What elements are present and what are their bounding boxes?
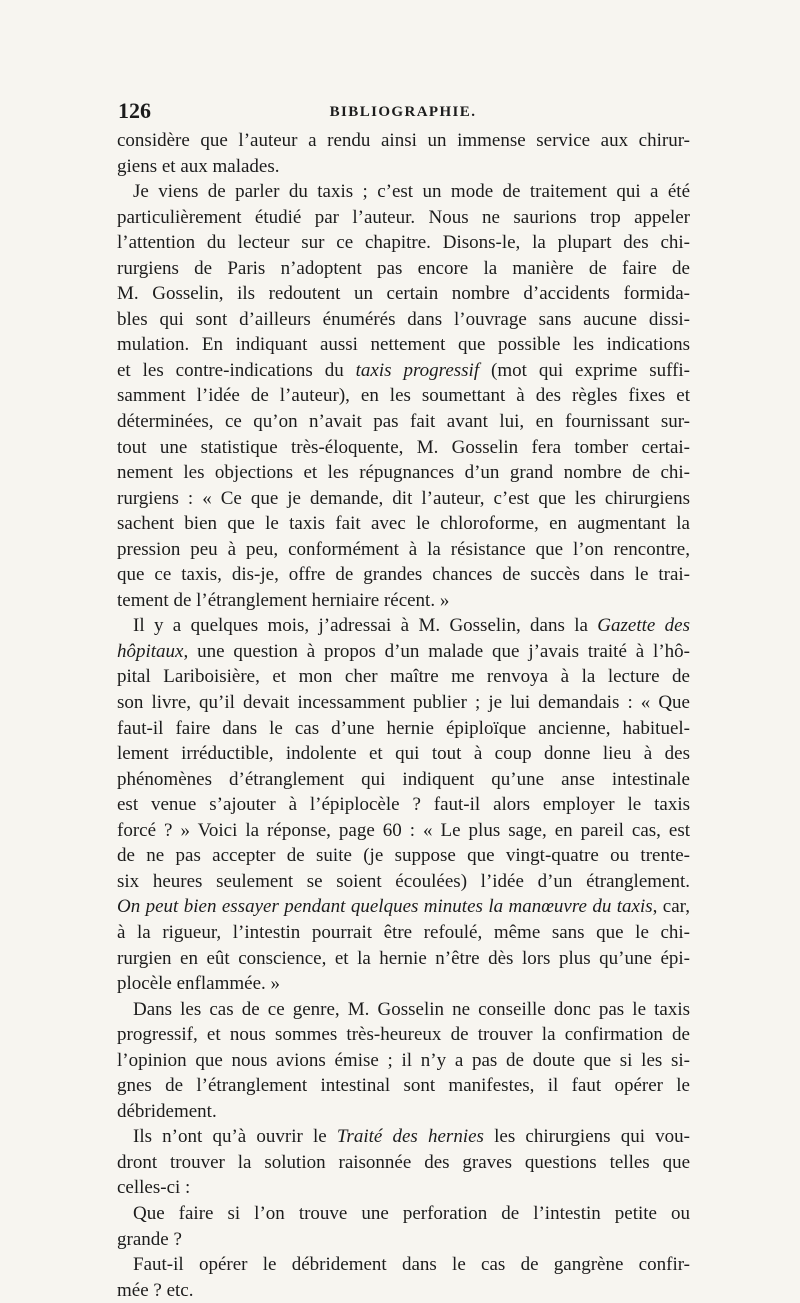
page-header <box>118 98 688 124</box>
text-line: progressif, et nous sommes très-heureux de trouver la confirmation de <box>117 1024 690 1046</box>
text-line: tement de l’étranglement herniaire récent. » <box>117 589 450 611</box>
text-line: l’attention du lecteur sur ce chapitre. Disons-le, la plupart des chi- <box>117 232 690 254</box>
page-number: 126 <box>118 98 151 123</box>
text-line: considère que l’auteur a rendu ainsi un immense service aux chirur- <box>117 130 690 151</box>
text-line: que ce taxis, dis-je, offre de grandes chances de succès dans le trai- <box>117 564 690 586</box>
text-line: six heures seulement se soient écoulées) l’idée d’un étranglement. <box>117 870 690 892</box>
text-line <box>117 894 690 920</box>
text-line: pression peu à peu, conformément à la résistance que l’on rencontre, <box>117 538 690 560</box>
text-line: plocèle enflammée. » <box>117 973 281 995</box>
text-line: à la rigueur, l’intestin pourrait être refoulé, même sans que le chi- <box>117 921 690 943</box>
text-run: (mot qui exprime suffi- <box>479 359 691 381</box>
italic-text: On peut bien essayer pendant quelques minutes la manœuvre du taxis <box>117 896 653 918</box>
text-line: est venue s’ajouter à l’épiplocèle ? faut-il alors employer le taxis <box>117 794 690 816</box>
text-line: déterminées, ce qu’on n’avait pas fait avant lui, en fournissant sur- <box>117 411 690 433</box>
text-run: , une question à propos d’un malade que j’avais traité à l’hô- <box>183 640 690 662</box>
text-line: dront trouver la solution raisonnée des graves questions telles que <box>117 1151 690 1173</box>
text-line: mulation. En indiquant aussi nettement que possible les indications <box>117 334 690 356</box>
text-line: Je viens de parler du taxis ; c’est un mode de traitement qui a été <box>133 181 690 203</box>
text-line: faut-il faire dans le cas d’une hernie épiploïque ancienne, habituel- <box>117 717 690 739</box>
text-run: Ils n’ont qu’à ouvrir le <box>133 1126 337 1148</box>
text-run: Il y a quelques mois, j’adressai à M. Gosselin, dans la <box>133 615 598 637</box>
text-line <box>117 1124 690 1150</box>
text-line: pital Lariboisière, et mon cher maître me renvoya à la lecture de <box>117 666 690 688</box>
italic-text: Gazette des <box>597 615 690 637</box>
italic-text: hôpitaux <box>117 640 184 662</box>
text-line: tout une statistique très-éloquente, M. Gosselin fera tomber certai- <box>117 436 690 458</box>
text-line: Faut-il opérer le débridement dans le cas de gangrène confir- <box>133 1254 690 1276</box>
running-title: BIBLIOGRAPHIE. <box>329 104 477 120</box>
text-run: et les contre-indications du <box>117 359 356 381</box>
text-line: Que faire si l’on trouve une perforation de l’intestin petite ou <box>133 1202 690 1224</box>
text-line: bles qui sont d’ailleurs énumérés dans l’ouvrage sans aucune dissi- <box>117 308 690 330</box>
text-line: giens et aux malades. <box>117 155 280 177</box>
body-text <box>117 128 690 1303</box>
text-run: , car, <box>652 896 690 918</box>
italic-text: taxis progressif <box>355 359 480 381</box>
text-line: phénomènes d’étranglement qui indiquent qu’une anse intestinale <box>117 768 690 790</box>
text-line: gnes de l’étranglement intestinal sont manifestes, il faut opérer le <box>117 1075 690 1097</box>
text-line: rurgiens : « Ce que je demande, dit l’auteur, c’est que les chirurgiens <box>117 487 690 509</box>
text-line: son livre, qu’il devait incessamment publier ; je lui demandais : « Que <box>117 692 690 714</box>
text-line: sachent bien que le taxis fait avec le chloroforme, en augmentant la <box>117 513 690 535</box>
text-line <box>117 639 690 665</box>
italic-text: Traité des hernies <box>336 1126 484 1148</box>
text-line: de ne pas accepter de suite (je suppose que vingt-quatre ou trente- <box>117 845 690 867</box>
text-line <box>117 613 690 639</box>
text-line: nement les objections et les répugnances d’un grand nombre de chi- <box>117 462 690 484</box>
text-line: mée ? etc. <box>117 1279 194 1301</box>
text-line: Dans les cas de ce genre, M. Gosselin ne conseille donc pas le taxis <box>133 998 690 1020</box>
text-line: forcé ? » Voici la réponse, page 60 : « Le plus sage, en pareil cas, est <box>117 819 690 841</box>
text-run: les chirurgiens qui vou- <box>483 1126 690 1148</box>
text-line <box>117 358 690 384</box>
text-line: celles-ci : <box>117 1177 191 1199</box>
text-line: particulièrement étudié par l’auteur. Nous ne saurions trop appeler <box>117 206 690 228</box>
text-line: lement irréductible, indolente et qui tout à coup donne lieu à des <box>117 743 690 765</box>
text-line: l’opinion que nous avions émise ; il n’y a pas de doute que si les si- <box>117 1049 690 1071</box>
text-line: M. Gosselin, ils redoutent un certain nombre d’accidents formida- <box>117 283 690 305</box>
text-line: rurgien en eût conscience, et la hernie n’être dès lors plus qu’une épi- <box>117 947 690 969</box>
text-line: rurgiens de Paris n’adoptent pas encore la manière de faire de <box>117 257 690 279</box>
text-line: grande ? <box>117 1228 182 1250</box>
text-line: débridement. <box>117 1100 217 1122</box>
text-line: samment l’idée de l’auteur), en les soumettant à des règles fixes et <box>117 385 690 407</box>
